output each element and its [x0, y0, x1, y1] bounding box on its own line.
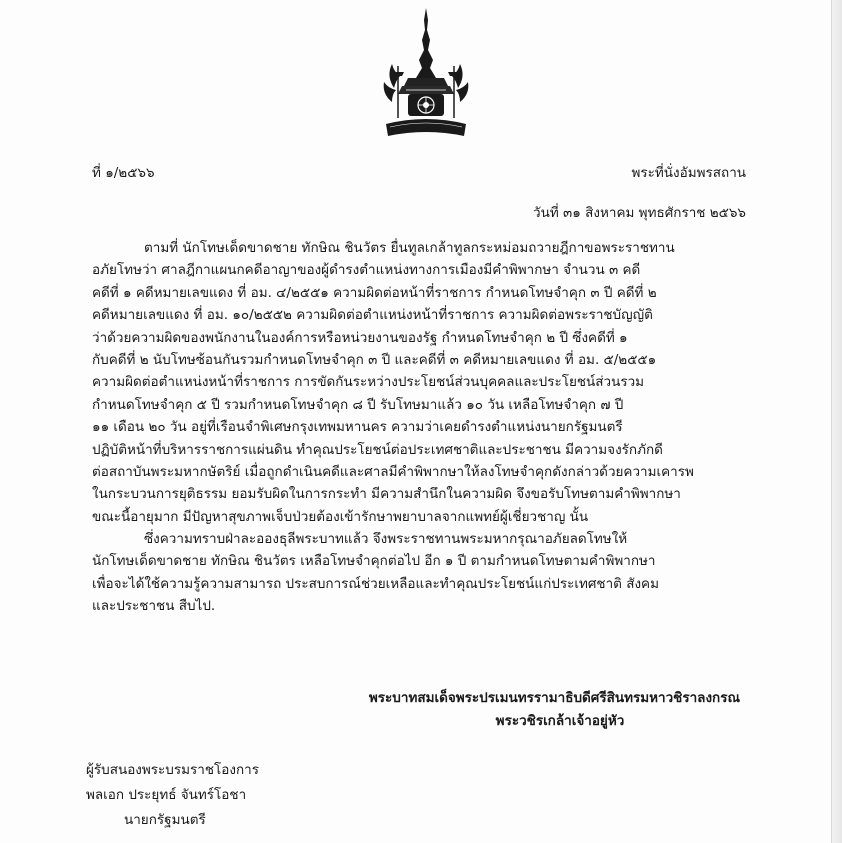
countersign-label: ผู้รับสนองพระบรมราชโองการ	[86, 762, 259, 778]
body-line: ๑๑ เดือน ๒๐ วัน อยู่ที่เรือนจำพิเศษกรุงเทพมหานคร ความว่าเคยดำรงตำแหน่งนายกรัฐมนตรี	[92, 419, 623, 436]
body-line: ต่อสถาบันพระมหากษัตริย์ เมื่อถูกดำเนินคดีและศาลมีคำพิพากษาให้ลงโทษจำคุกดังกล่าวด้วยความเคารพ	[92, 463, 694, 480]
body-line: ซึ่งความทราบฝ่าละอองธุลีพระบาทแล้ว จึงพระราชทานพระมหากรุณาอภัยลดโทษให้	[144, 531, 628, 548]
decree-body	[92, 237, 742, 618]
body-line: ในกระบวนการยุติธรรม ยอมรับผิดในการกระทำ มีความสำนึกในความผิด จึงขอรับโทษตามคำพิพากษา	[92, 486, 681, 503]
issue-date: วันที่ ๓๑ สิงหาคม พุทธศักราช ๒๕๖๖	[533, 205, 746, 221]
body-line: กับคดีที่ ๒ นับโทษซ้อนกันรวมกำหนดโทษจำคุก ๓ ปี และคดีที่ ๓ คดีหมายเลขแดง ที่ อม. ๕/๒๕๕๑	[92, 351, 657, 368]
body-line: คดีที่ ๑ คดีหมายเลขแดง ที่ อม. ๔/๒๕๕๑ ความผิดต่อหน้าที่ราชการ กำหนดโทษจำคุก ๓ ปี คดีที่ ๒	[92, 284, 657, 301]
body-line: นักโทษเด็ดขาดชาย ทักษิณ ชินวัตร เหลือโทษจำคุกต่อไป อีก ๑ ปี ตามกำหนดโทษตามคำพิพากษา	[92, 553, 656, 570]
body-line: ตามที่ นักโทษเด็ดขาดชาย ทักษิณ ชินวัตร ยื่นทูลเกล้าทูลกระหม่อมถวายฎีกาขอพระราชทาน	[144, 240, 675, 256]
body-line: ความผิดต่อตำแหน่งหน้าที่ราชการ การขัดกันระหว่างประโยชน์ส่วนบุคคลและประโยชน์ส่วนรวม	[92, 374, 645, 391]
body-line: กำหนดโทษจำคุก ๕ ปี รวมกำหนดโทษจำคุก ๘ ปี รับโทษมาแล้ว ๑๐ วัน เหลือโทษจำคุก ๗ ปี	[92, 396, 624, 413]
body-line: ว่าด้วยความผิดของพนักงานในองค์การหรือหน่วยงานของรัฐ กำหนดโทษจำคุก ๒ ปี ซึ่งคดีที่ ๑	[92, 329, 628, 346]
countersign-name: พลเอก ประยุทธ์ จันทร์โอชา	[86, 787, 247, 803]
document-number: ที่ ๑/๒๕๖๖	[92, 165, 155, 181]
body-line: ปฏิบัติหน้าที่บริหารราชการแผ่นดิน ทำคุณประโยชน์ต่อประเทศชาติและประชาชน มีความจงรักภักดี	[92, 441, 663, 458]
issue-place: พระที่นั่งอัมพรสถาน	[631, 165, 746, 181]
body-line: คดีหมายเลขแดง ที่ อม. ๑๐/๒๕๕๒ ความผิดต่อตำแหน่งหน้าที่ราชการ ความผิดต่อพระราชบัญญัติ	[92, 307, 653, 324]
royal-signature-name: พระบาทสมเด็จพระปรเมนทรรามาธิบดีศรีสินทรมหาวชิราลงกรณ	[368, 690, 740, 706]
countersign-position: นายกรัฐมนตรี	[124, 812, 206, 828]
body-line: ขณะนี้อายุมาก มีปัญหาสุขภาพเจ็บป่วยต้องเข้ารักษาพยาบาลจากแพทย์ผู้เชี่ยวชาญ นั้น	[92, 508, 589, 525]
royal-crown-emblem-icon	[378, 6, 474, 140]
body-line: เพื่อจะได้ใช้ความรู้ความสามารถ ประสบการณ์ช่วยเหลือและทำคุณประโยชน์แก่ประเทศชาติ สังคม	[92, 575, 659, 592]
page-edge	[831, 0, 842, 843]
body-line: อภัยโทษว่า ศาลฎีกาแผนกคดีอาญาของผู้ดำรงตำแหน่งทางการเมืองมีคำพิพากษา จำนวน ๓ คดี	[92, 262, 641, 279]
royal-signature-title: พระวชิรเกล้าเจ้าอยู่หัว	[495, 713, 625, 729]
body-line: และประชาชน สืบไป.	[92, 598, 216, 615]
